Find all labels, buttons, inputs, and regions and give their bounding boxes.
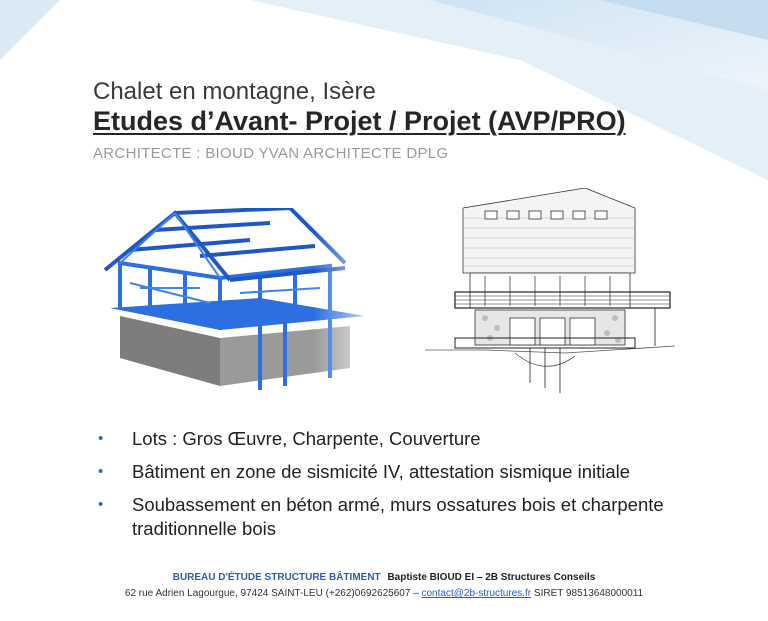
footer-email-link[interactable]: contact@2b-structures.fr — [421, 588, 532, 599]
bullet-icon: • — [98, 496, 104, 513]
footer-org: BUREAU D'ÉTUDE STRUCTURE BÂTIMENT — [172, 572, 381, 583]
project-subtitle: Chalet en montagne, Isère — [93, 78, 376, 105]
list-item — [96, 427, 736, 451]
footer-address: 62 rue Adrien Lagourgue, 97424 SAINT-LEU (+262)0692625607 – — [124, 588, 419, 599]
structure-3d-model-image — [100, 208, 385, 398]
bullet-text: Soubassement en béton armé, murs ossatures bois et charpente traditionnelle bois — [132, 494, 664, 539]
footer-siret: SIRET 98513648000011 — [533, 588, 644, 599]
bullet-text: Bâtiment en zone de sismicité IV, attestation sismique initiale — [132, 461, 631, 482]
elevation-drawing-image — [425, 188, 675, 398]
bullet-text: Lots : Gros Œuvre, Charpente, Couverture — [132, 428, 481, 449]
architect-line: ARCHITECTE : BIOUD YVAN ARCHITECTE DPLG — [93, 145, 449, 162]
list-item — [96, 493, 736, 541]
list-item — [96, 460, 736, 484]
bullet-icon: • — [98, 463, 104, 480]
footer-name: Baptiste BIOUD EI – 2B Structures Conseils — [387, 572, 596, 583]
project-details-list — [96, 427, 736, 550]
bullet-icon: • — [98, 430, 104, 447]
footer-company-line — [0, 572, 768, 583]
footer-contact-line — [0, 588, 768, 599]
page-title: Etudes d’Avant- Projet / Projet (AVP/PRO) — [93, 106, 626, 136]
